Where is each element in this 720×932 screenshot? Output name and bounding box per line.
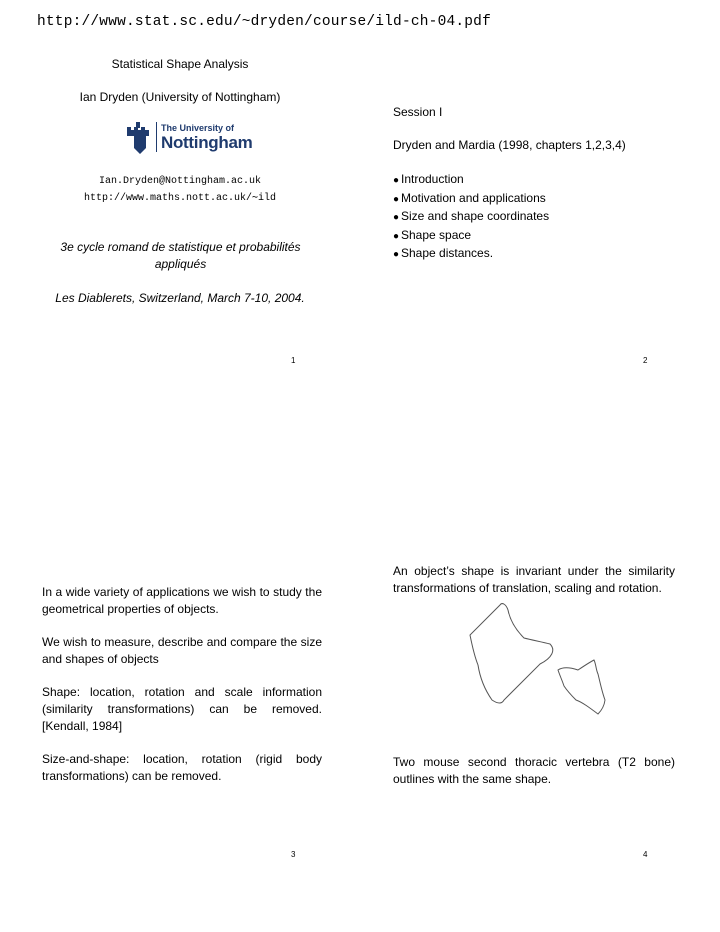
bullet-icon: ● [393,175,400,186]
list-item: ● Introduction [393,171,549,190]
slide1-author: Ian Dryden (University of Nottingham) [79,90,281,104]
university-logo [125,120,253,156]
small-vertebra-outline [558,660,605,714]
slide4-caption: Two mouse second thoracic vertebra (T2 bone) outlines with the same shape. [393,755,675,786]
slide2-topic-list [393,171,549,264]
source-url: http://www.stat.sc.edu/~dryden/course/ild-ch-04.pdf [37,14,491,30]
logo-divider [156,122,157,152]
bullet-icon: ● [393,249,400,260]
page-number-3: 3 [291,850,296,859]
logo-text-line2: Nottingham [161,133,253,152]
slide2-reference: Dryden and Mardia (1998, chapters 1,2,3,4) [393,138,626,152]
list-item: ● Shape space [393,227,549,246]
logo-text-line1: The University of [161,123,235,133]
bullet-icon: ● [393,230,400,242]
slide1-website[interactable]: http://www.maths.nott.ac.uk/∼ild [83,193,277,204]
slide4-intro: An object’s shape is invariant under the similarity transformations of translation, scaling and rotation. [393,564,675,595]
bullet-icon: ● [393,212,400,223]
large-vertebra-outline [470,604,553,703]
slide3-paragraph: Size-and-shape: location, rotation (rigid body transformations) can be removed. [42,752,322,783]
list-item: ● Motivation and applications [393,190,549,209]
slide3-body [42,584,322,801]
bullet-icon: ● [393,193,400,205]
vertebra-outlines-figure [460,600,620,720]
slide2-session: Session I [393,105,443,119]
list-item: ● Shape distances. [393,245,549,264]
slide1-event: 3e cycle romand de statistique et probabilités appliqués [60,240,301,271]
slide3-paragraph: Shape: location, rotation and scale information (similarity transformations) can be removed. [Kendall, 1984] [42,685,322,733]
slide3-paragraph: We wish to measure, describe and compare the size and shapes of objects [42,635,322,666]
slide3-paragraph: In a wide variety of applications we wish to study the geometrical properties of objects. [42,585,322,616]
slide1-title: Statistical Shape Analysis [111,57,249,71]
page-number-4: 4 [643,850,648,859]
slide1-email[interactable]: Ian.Dryden@Nottingham.ac.uk [98,176,262,187]
list-item: ● Size and shape coordinates [393,208,549,227]
page-number-2: 2 [643,356,648,365]
slide1-place: Les Diablerets, Switzerland, March 7-10, 2004. [55,291,305,305]
castle-crest-icon [125,121,151,155]
page-number-1: 1 [291,356,296,365]
